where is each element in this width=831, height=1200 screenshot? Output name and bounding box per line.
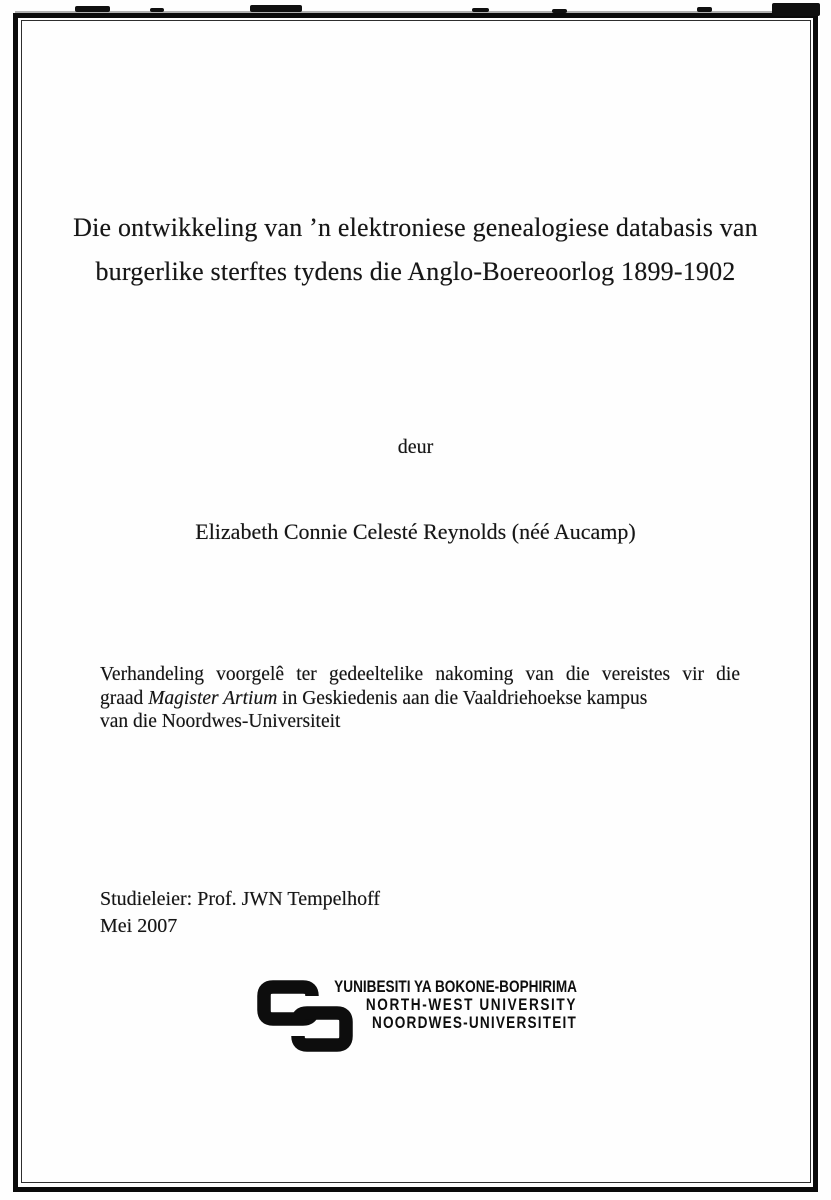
statement-line-2 bbox=[100, 687, 740, 711]
submission-statement bbox=[100, 663, 740, 734]
scan-artifact bbox=[250, 5, 302, 12]
logo-line-setswana: YUNIBESITI YA BOKONE-BOPHIRIMA bbox=[334, 977, 577, 996]
author-name: Elizabeth Connie Celesté Reynolds (néé Aucamp) bbox=[195, 519, 636, 544]
scan-artifact bbox=[150, 8, 164, 12]
logo-line-afrikaans: NOORDWES-UNIVERSITEIT bbox=[371, 1013, 577, 1032]
scan-artifact bbox=[472, 8, 489, 12]
title-line-1: Die ontwikkeling van ’n elektroniese genealogiese databasis van bbox=[73, 213, 758, 242]
scan-artifact bbox=[697, 7, 712, 12]
nwu-logo-text bbox=[325, 978, 577, 1032]
scan-artifact bbox=[552, 9, 567, 13]
logo-line-english: NORTH-WEST UNIVERSITY bbox=[365, 995, 577, 1014]
supervisor-block bbox=[100, 886, 380, 940]
supervisor-line: Studieleier: Prof. JWN Tempelhoff bbox=[100, 888, 381, 910]
scan-artifact bbox=[75, 6, 110, 12]
title-line-2: burgerlike sterftes tydens die Anglo-Boereoorlog 1899-1902 bbox=[95, 257, 736, 286]
thesis-title bbox=[50, 206, 781, 294]
date-line: Mei 2007 bbox=[100, 915, 178, 937]
statement-line-2-after: in Geskiedenis aan die Vaaldriehoekse kampus bbox=[282, 687, 648, 709]
statement-line-1: Verhandeling voorgelê ter gedeeltelike nakoming van die vereistes vir die bbox=[100, 664, 740, 685]
statement-line-3: van die Noordwes-Universiteit bbox=[100, 711, 341, 732]
byline-deur: deur bbox=[397, 436, 434, 458]
statement-line-2-before: graad bbox=[100, 687, 144, 709]
scan-artifact bbox=[772, 3, 820, 16]
degree-name-italic: Magister Artium bbox=[148, 687, 278, 709]
